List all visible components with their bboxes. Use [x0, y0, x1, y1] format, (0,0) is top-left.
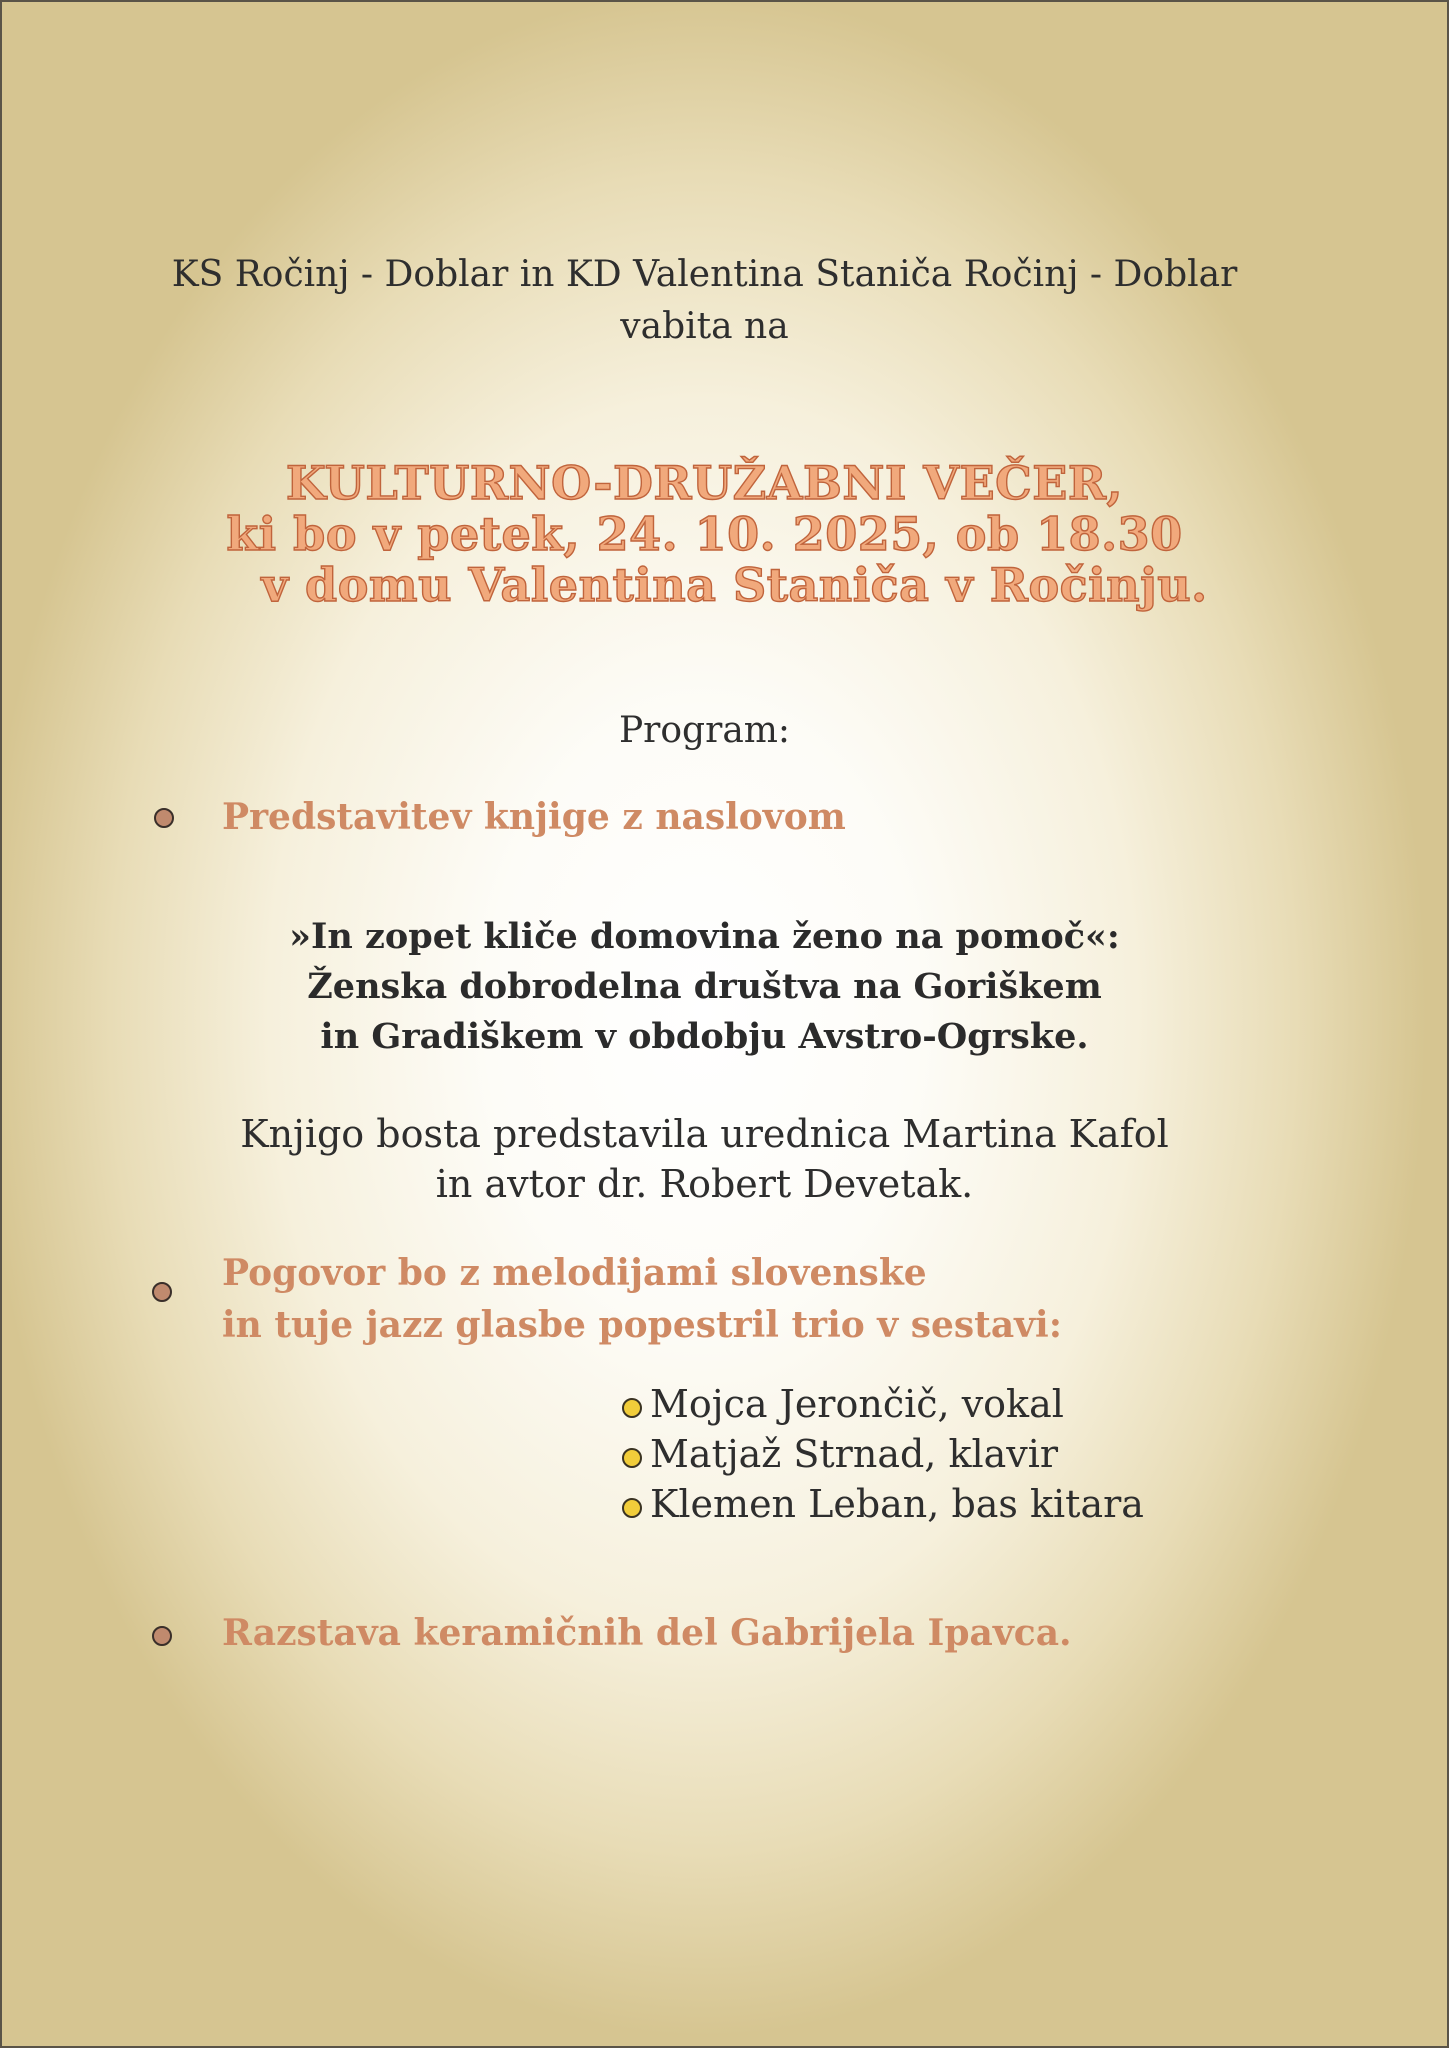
trio-member-bass: Klemen Leban, bas kitara: [650, 1482, 1144, 1526]
trio-member-vocal: Mojca Jerončič, vokal: [650, 1382, 1064, 1426]
trio-member-piano: Matjaž Strnad, klavir: [650, 1432, 1059, 1476]
program-label: Program:: [618, 710, 791, 751]
member-bullet-icon: [622, 1398, 642, 1418]
program-item-music-heading-2: in tuje jazz glasbe popestril trio v sestavi:: [222, 1304, 1063, 1346]
book-title-line-3: in Gradiškem v obdobju Avstro-Ogrske.: [320, 1016, 1089, 1057]
bullet-icon: [154, 808, 174, 828]
invite-line: vabita na: [620, 306, 789, 347]
member-bullet-icon: [622, 1498, 642, 1518]
presenters-line-1: Knjigo bosta predstavila urednica Martina Kafol: [240, 1112, 1169, 1156]
presenters-line-2: in avtor dr. Robert Devetak.: [435, 1162, 974, 1206]
program-item-music-heading-1: Pogovor bo z melodijami slovenske: [222, 1252, 927, 1294]
organizers-line: KS Ročinj - Doblar in KD Valentina Staniča Ročinj - Doblar: [171, 254, 1238, 295]
bullet-icon: [152, 1626, 172, 1646]
event-title: KULTURNO-DRUŽABNI VEČER,: [285, 456, 1124, 510]
book-title-line-2: Ženska dobrodelna društva na Goriškem: [307, 966, 1102, 1007]
program-item-book-heading: Predstavitev knjige z naslovom: [222, 796, 846, 838]
book-title-line-1: »In zopet kliče domovina ženo na pomoč«:: [289, 916, 1120, 957]
event-venue: v domu Valentina Staniča v Ročinju.: [261, 558, 1208, 612]
program-item-exhibition-heading: Razstava keramičnih del Gabrijela Ipavca.: [222, 1612, 1072, 1654]
bullet-icon: [152, 1282, 172, 1302]
member-bullet-icon: [622, 1448, 642, 1468]
event-date-time: ki bo v petek, 24. 10. 2025, ob 18.30: [226, 507, 1183, 561]
